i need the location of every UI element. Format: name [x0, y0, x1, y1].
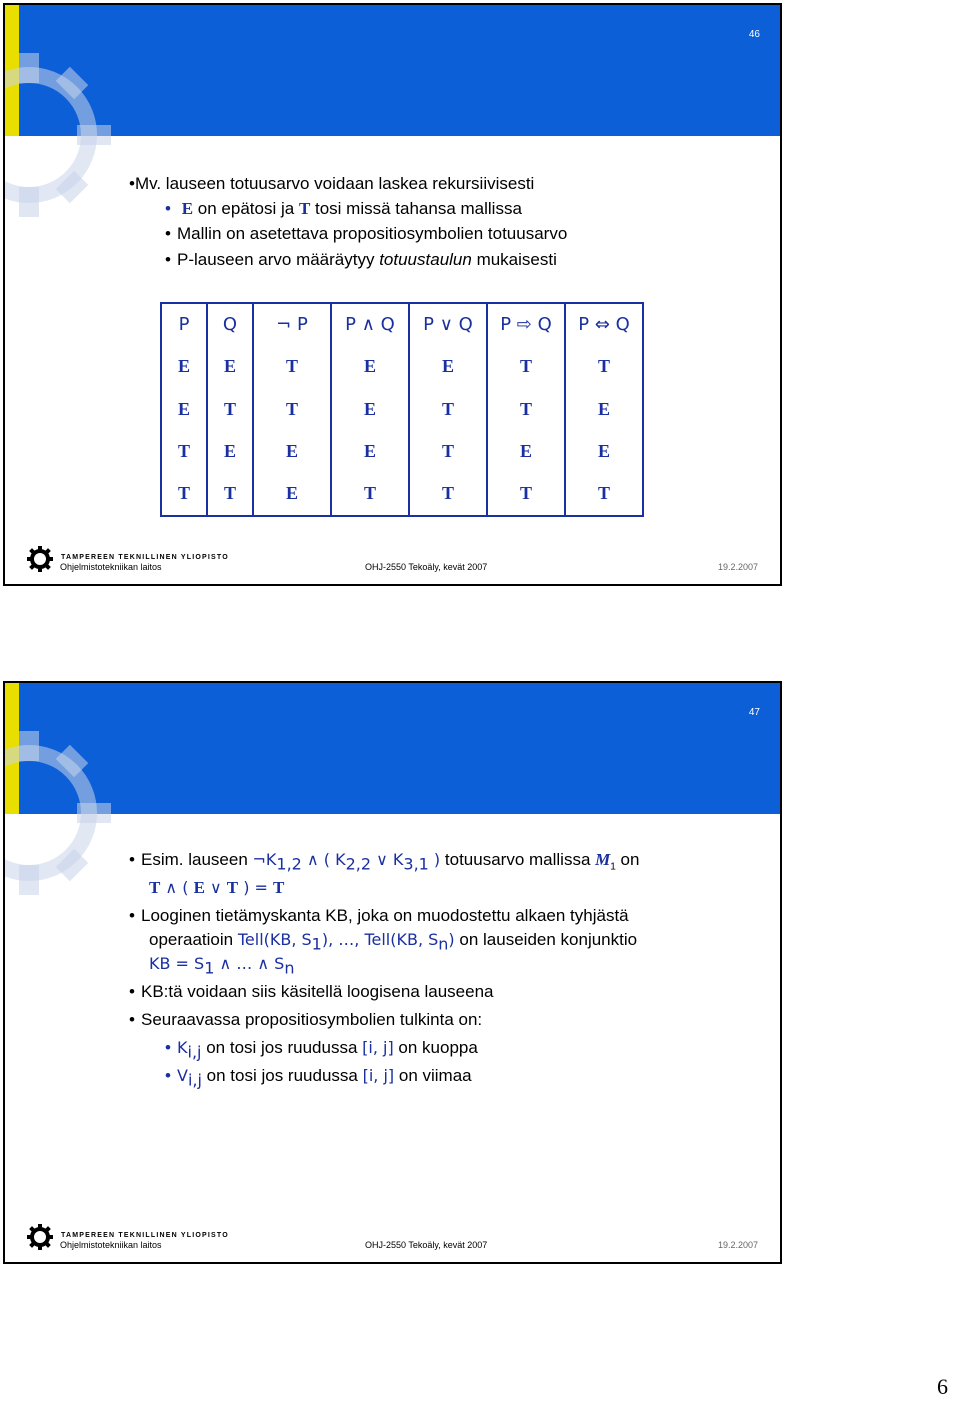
table-cell: T	[409, 473, 487, 516]
table-cell: E	[253, 473, 331, 516]
slide-number: 46	[748, 29, 760, 40]
university-name: TAMPEREEN TEKNILLINEN YLIOPISTO	[61, 554, 229, 561]
slide-date: 19.2.2007	[717, 562, 758, 572]
table-cell: T	[207, 388, 253, 431]
slide-footer	[5, 1222, 780, 1262]
truth-table	[160, 302, 644, 517]
table-cell: E	[161, 388, 207, 431]
slide-number: 47	[748, 707, 760, 718]
header-cell: P ∨ Q	[409, 303, 487, 346]
table-cell: T	[487, 346, 565, 389]
table-cell: E	[331, 346, 409, 389]
kb-logical-bullet: • KB:tä voidaan siis käsitellä loogisena lauseena	[129, 982, 494, 1001]
slide-footer	[5, 544, 780, 584]
kb-bullet-line-3: KB = $S_1$ ∧ … ∧ $S_n$	[149, 954, 295, 978]
table-row	[161, 388, 643, 431]
kb-bullet-line-2: operaatioin Tell(KB, $S_1$), …, Tell(KB, $S_n$) on lauseiden konjunktio	[149, 930, 638, 954]
department-name: Ohjelmistotekniikan laitos	[60, 1240, 162, 1250]
gear-watermark-icon	[3, 703, 129, 923]
sub-bullet-3: • P-lauseen arvo määräytyy totuustaulun mukaisesti	[165, 250, 557, 269]
table-cell: E	[409, 346, 487, 389]
table-cell: E	[565, 388, 643, 431]
header-cell: ¬ P	[253, 303, 331, 346]
table-cell: T	[565, 473, 643, 516]
table-row	[161, 473, 643, 516]
main-bullet: •Mv. lauseen totuusarvo voidaan laskea rekursiivisesti	[129, 174, 535, 193]
table-cell: T	[409, 388, 487, 431]
course-name: OHJ-2550 Tekoäly, kevät 2007	[365, 1240, 488, 1250]
header-cell: P ⇨ Q	[487, 303, 565, 346]
table-cell: T	[409, 431, 487, 474]
slide-date: 19.2.2007	[717, 1240, 758, 1250]
gear-watermark-icon	[3, 25, 129, 245]
table-cell: T	[161, 431, 207, 474]
university-name: TAMPEREEN TEKNILLINEN YLIOPISTO	[61, 1232, 229, 1239]
sub-bullet-2: • Mallin on asetettava propositiosymbolien totuusarvo	[165, 224, 568, 243]
slide-46	[3, 3, 782, 586]
page-number: 6	[937, 1374, 948, 1399]
table-row	[161, 346, 643, 389]
course-name: OHJ-2550 Tekoäly, kevät 2007	[365, 562, 488, 572]
header-cell: P ∧ Q	[331, 303, 409, 346]
table-cell: T	[565, 346, 643, 389]
table-cell: T	[487, 388, 565, 431]
table-row	[161, 431, 643, 474]
example-bullet: • Esim. lauseen $\neg K_{1,2}$ ∧ ( $K_{2,2}$ ∨ $K_{3,1}$ ) totuusarvo mallissa $M_1$ on	[129, 850, 640, 874]
sub-bullet-pit: • $K_{i,j}$ on tosi jos ruudussa [i, j] on kuoppa	[165, 1038, 478, 1062]
truth-table-header	[161, 303, 643, 346]
table-cell: E	[331, 431, 409, 474]
table-cell: T	[253, 388, 331, 431]
example-formula-line: T ∧ ( E ∨ T ) = T	[149, 878, 285, 897]
table-cell: T	[207, 473, 253, 516]
table-cell: E	[161, 346, 207, 389]
table-cell: T	[161, 473, 207, 516]
bullet-dot: •	[129, 174, 135, 193]
university-logo-icon	[27, 546, 53, 572]
sub-bullet-1: • E on epätosi ja T tosi missä tahansa mallissa	[165, 199, 522, 218]
header-cell: Q	[207, 303, 253, 346]
table-cell: E	[207, 346, 253, 389]
table-cell: E	[331, 388, 409, 431]
table-cell: E	[253, 431, 331, 474]
slide-47	[3, 681, 782, 1264]
kb-bullet: • Looginen tietämyskanta KB, joka on muodostettu alkaen tyhjästä	[129, 906, 629, 925]
interpretation-bullet: • Seuraavassa propositiosymbolien tulkinta on:	[129, 1010, 483, 1029]
sub-bullet-breeze: • $V_{i,j}$ on tosi jos ruudussa [i, j] on viimaa	[165, 1066, 472, 1090]
table-cell: T	[253, 346, 331, 389]
table-cell: T	[487, 473, 565, 516]
header-cell: P	[161, 303, 207, 346]
table-cell: E	[565, 431, 643, 474]
table-cell: E	[487, 431, 565, 474]
university-logo-icon	[27, 1224, 53, 1250]
table-cell: E	[207, 431, 253, 474]
department-name: Ohjelmistotekniikan laitos	[60, 562, 162, 572]
table-cell: T	[331, 473, 409, 516]
header-cell: P ⇔ Q	[565, 303, 643, 346]
